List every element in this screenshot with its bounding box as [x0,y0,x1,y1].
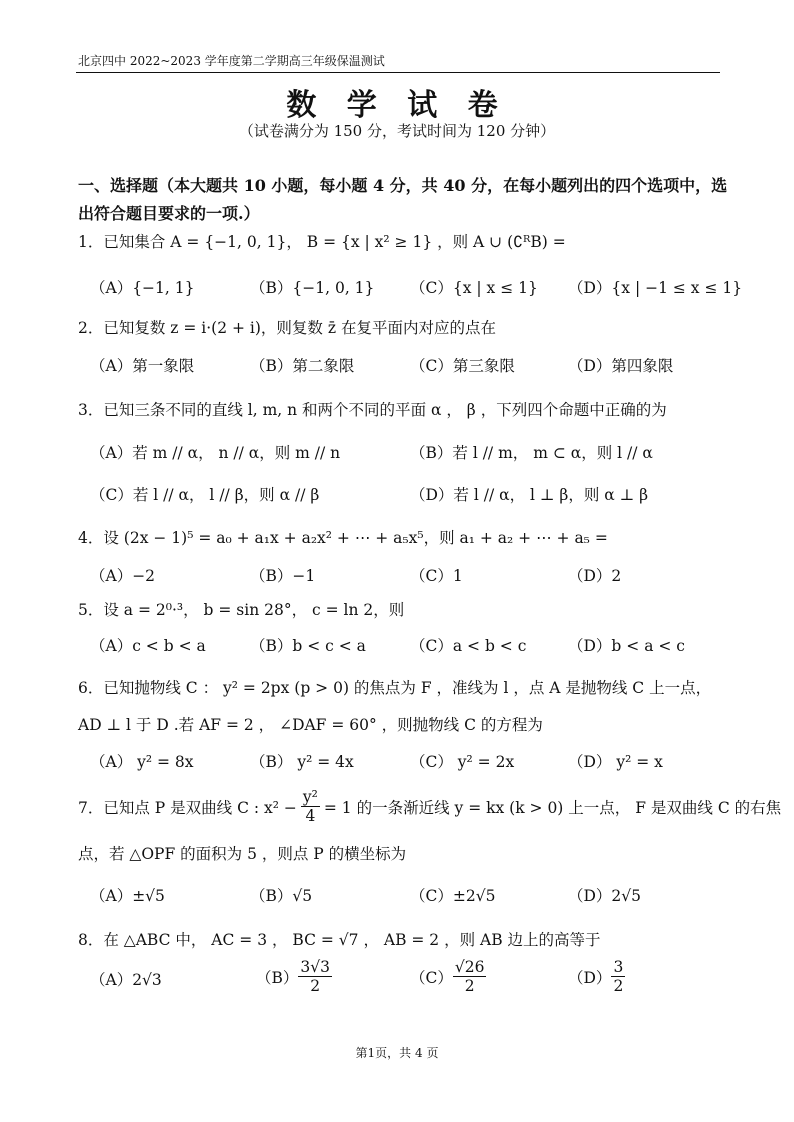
question-5-option-a: （A）c < b < a [90,637,206,655]
question-1-option-d: （D）{x | −1 ≤ x ≤ 1} [568,279,743,297]
option-b-fraction [298,958,332,995]
fraction-denominator: 2 [464,977,475,995]
question-5-option-d: （D）b < a < c [568,637,685,655]
question-3-stem: 3．已知三条不同的直线 l, m, n 和两个不同的平面 α ， β ，下列四个命题中正确的为 [78,401,667,419]
question-7-stem-line2: 点，若 △OPF 的面积为 5 ，则点 P 的横坐标为 [78,845,407,863]
question-5-stem: 5．设 a = 2⁰·³， b = sin 28°， c = ln 2，则 [78,601,405,619]
question-4-option-b: （B）−1 [250,567,316,585]
question-3-option-c: （C）若 l // α， l // β，则 α // β [90,486,320,504]
question-7-option-b: （B）√5 [250,887,313,905]
question-6-option-b: （B） y² = 4x [250,753,354,771]
option-c-label: （C） [410,968,453,987]
question-7-stem-part2: = 1 的一条渐近线 y = kx (k > 0) 上一点， F 是双曲线 C 的右焦 [323,798,782,817]
question-3-option-a: （A）若 m // α， n // α，则 m // n [90,444,341,462]
question-6-option-d: （D） y² = x [568,753,663,771]
question-7-stem [78,788,781,825]
question-5-option-c: （C）a < b < c [410,637,527,655]
question-8-option-d [568,958,625,995]
question-1-stem: 1．已知集合 A = {−1, 0, 1}， B = {x | x² ≥ 1} ，则 A ∪ (∁ᴿB) = [78,233,566,251]
question-1-option-b: （B）{−1, 0, 1} [250,279,375,297]
question-7-stem-part1: 7．已知点 P 是双曲线 C : x² − [78,798,297,817]
page-number: 第1页，共 4 页 [355,1046,439,1060]
question-8-option-a: （A）2√3 [90,971,162,989]
question-4-option-c: （C）1 [410,567,463,585]
question-6-option-c: （C） y² = 2x [410,753,515,771]
question-4-option-d: （D）2 [568,567,622,585]
question-8-stem: 8．在 △ABC 中， AC = 3 ， BC = √7 ， AB = 2 ，则 AB 边上的高等于 [78,931,601,949]
question-7-fraction [301,788,320,825]
question-6-stem: 6．已知抛物线 C ： y² = 2px (p > 0) 的焦点为 F ，准线为 l ，点 A 是抛物线 C 上一点， [78,679,712,697]
section-heading: 一、选择题（本大题共 10 小题，每小题 4 分，共 40 分，在每小题列出的四个选项中，选出符合题目要求的一项.） [78,176,728,223]
option-d-fraction [611,958,625,995]
question-7-option-d: （D）2√5 [568,887,642,905]
page-title: 数 学 试 卷 [286,88,508,123]
question-2-option-a: （A）第一象限 [90,357,195,375]
question-1-option-a: （A）{−1, 1} [90,279,195,297]
fraction-numerator: 3 [613,958,624,976]
question-5-option-b: （B）b < c < a [250,637,366,655]
question-4-stem: 4．设 (2x − 1)⁵ = a₀ + a₁x + a₂x² + ⋯ + a₅x⁵，则 a₁ + a₂ + ⋯ + a₅ = [78,529,608,547]
question-8-option-b [256,958,332,995]
question-7-option-c: （C）±2√5 [410,887,496,905]
question-7-option-a: （A）±√5 [90,887,165,905]
fraction-numerator: √26 [454,958,485,976]
question-3-option-d: （D）若 l // α， l ⊥ β，则 α ⊥ β [410,486,649,504]
exam-info: 北京四中 2022~2023 学年度第二学期高三年级保温测试 [78,54,385,68]
question-6-option-a: （A） y² = 8x [90,753,194,771]
fraction-denominator: 2 [613,977,624,995]
fraction-numerator: 3√3 [300,958,330,976]
fraction-denominator: 4 [305,807,316,825]
option-d-label: （D） [568,968,612,987]
question-2-option-c: （C）第三象限 [410,357,515,375]
question-2-stem: 2．已知复数 z = i·(2 + i)，则复数 z̄ 在复平面内对应的点在 [78,319,496,337]
question-2-option-d: （D）第四象限 [568,357,674,375]
option-c-fraction [453,958,487,995]
question-4-option-a: （A）−2 [90,567,156,585]
question-1-option-c: （C）{x | x ≤ 1} [410,279,538,297]
header-divider [76,72,720,73]
option-b-label: （B） [256,968,299,987]
question-2-option-b: （B）第二象限 [250,357,355,375]
question-3-option-b: （B）若 l // m， m ⊂ α，则 l // α [410,444,653,462]
question-6-stem-line2: AD ⊥ l 于 D .若 AF = 2 ， ∠DAF = 60° ，则抛物线 C 的方程为 [78,716,543,734]
page-subtitle: （试卷满分为 150 分，考试时间为 120 分钟） [238,122,556,140]
fraction-denominator: 2 [310,977,321,995]
fraction-numerator: y² [302,788,318,806]
question-8-option-c [410,958,486,995]
